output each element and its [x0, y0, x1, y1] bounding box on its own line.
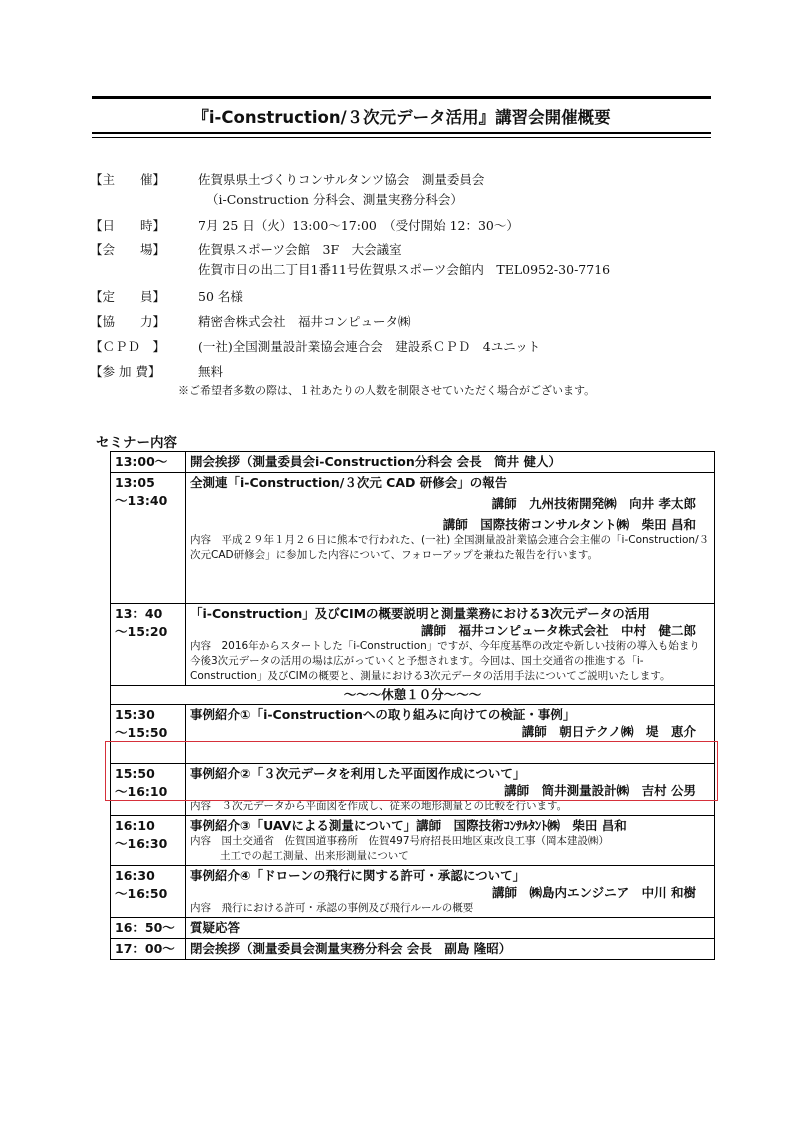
- session-lecturer: 講師 九州技術開発㈱ 向井 孝太郎: [491, 496, 696, 511]
- cpd-row: [90, 337, 710, 357]
- session-title: 開会挨拶（測量委員会i-Construction分科会 会長 筒井 健人）: [190, 454, 561, 469]
- organizer-row: [90, 170, 710, 190]
- session-lecturer: 講師 福井コンピュータ株式会社 中村 健二郎: [420, 623, 696, 638]
- session-time: 15:30 ～15:50: [111, 705, 186, 764]
- venue-address-row: [90, 260, 710, 280]
- session-title: 閉会挨拶（測量委員会測量実務分科会 会長 副島 隆昭）: [190, 941, 512, 956]
- table-row: [111, 939, 715, 960]
- highlight-box: [105, 741, 718, 801]
- break-row: ～～～休憩１０分～～～: [111, 686, 715, 705]
- note-text: ※ご希望者多数の際は、１社あたりの人数を制限させていただく場合がございます。: [178, 384, 596, 397]
- date-label: 【日 時】: [90, 218, 166, 233]
- session-time: 13:05 ～13:40: [111, 473, 186, 604]
- session-lecturer: 講師 ㈱島内エンジニア 中川 和樹: [491, 885, 696, 900]
- organizer-value: 佐賀県県土づくりコンサルタンツ協会 測量委員会: [198, 172, 485, 187]
- session-time: 16：50～: [111, 918, 186, 939]
- session-description: 内容 2016年からスタートした「i-Construction」ですが、今年度基準の改定や新しい技術の導入も始まり今後3次元データの活用の場は広がっていくと予想されます。今回は、国土交通省の推進する「i-Construction」及びCIMの概要と、測量における3次元データの活用手法についてご説明いたします。: [190, 640, 700, 682]
- venue-label: 【会 場】: [90, 242, 166, 257]
- title-underline-thin: [92, 137, 711, 138]
- session-time: 16:10 ～16:30: [111, 816, 186, 866]
- cooperation-row: [90, 312, 710, 332]
- session-title: 事例紹介③「UAVによる測量について」講師 国際技術ｺﾝｻﾙﾀﾝﾄ㈱ 柴田 昌和: [190, 818, 627, 833]
- table-row: [111, 452, 715, 473]
- session-time: 17：00～: [111, 939, 186, 960]
- capacity-value: 50 名様: [198, 289, 243, 304]
- session-title: 事例紹介②「３次元データを利用した平面図作成について」: [190, 766, 526, 781]
- session-description-cont: 土工での起工測量、出来形測量について: [220, 850, 409, 862]
- cpd-label: 【ＣＰＤ 】: [90, 339, 166, 354]
- session-description: 内容 飛行における許可・承認の事例及び飛行ルールの概要: [190, 902, 474, 914]
- page-title: 『i-Construction/３次元データ活用』講習会開催概要: [192, 108, 611, 127]
- session-time: 16:30 ～16:50: [111, 866, 186, 918]
- seminar-schedule-table: [110, 451, 715, 960]
- event-info: [90, 170, 710, 398]
- session-time: 15:50 ～16:10: [111, 764, 186, 816]
- table-row: [111, 473, 715, 604]
- session-lecturer: 講師 筒井測量設計㈱ 吉村 公男: [504, 783, 696, 798]
- organizer-sub-row: [90, 190, 710, 210]
- table-row: [111, 866, 715, 918]
- table-row: [111, 604, 715, 686]
- session-title: 事例紹介④「ドローンの飛行に関する許可・承認について」: [190, 868, 526, 883]
- top-rule: [92, 96, 711, 99]
- session-title: 質疑応答: [190, 920, 241, 935]
- date-value: 7月 25 日（火）13:00～17:00 （受付開始 12：30～）: [198, 218, 519, 233]
- cooperation-value: 精密舎株式会社 福井コンピュータ㈱: [198, 314, 411, 329]
- seminar-section-title: セミナー内容: [96, 435, 177, 451]
- title-underline: [92, 132, 711, 134]
- venue-value: 佐賀県スポーツ会館 3F 大会議室: [198, 242, 402, 257]
- session-description: 内容 平成２９年１月２６日に熊本で行われた、(一社) 全国測量設計業協会連合会主催の「i-Construction/３次元CAD研修会」に参加した内容について、フォローアップを兼ねた報告を行います。: [190, 534, 710, 561]
- session-title: 事例紹介①「i-Constructionへの取り組みに向けての検証・事例」: [190, 707, 576, 722]
- session-time: 13：40 ～15:20: [111, 604, 186, 686]
- organizer-sub-value: （i-Construction 分科会、測量実務分科会）: [206, 192, 463, 207]
- session-title: 「i-Construction」及びCIMの概要説明と測量業務における3次元データの活用: [190, 606, 650, 621]
- cooperation-label: 【協 力】: [90, 314, 166, 329]
- table-row: [111, 686, 715, 705]
- capacity-row: [90, 287, 710, 307]
- venue-row: [90, 240, 710, 260]
- session-description: 内容 ３次元データから平面図を作成し、従来の地形測量との比較を行います。: [190, 800, 568, 812]
- table-row: [111, 816, 715, 866]
- venue-address-value: 佐賀市日の出二丁目1番11号佐賀県スポーツ会館内 TEL0952-30-7716: [198, 262, 611, 277]
- fee-label: 【参 加 費】: [90, 364, 161, 379]
- session-title: 全測連「i-Construction/３次元 CAD 研修会」の報告: [190, 475, 508, 490]
- session-description: 内容 国土交通省 佐賀国道事務所 佐賀497号府招長田地区東改良工事（岡本建設㈱）: [190, 835, 610, 847]
- session-lecturer: 講師 朝日テクノ㈱ 堤 恵介: [521, 724, 696, 739]
- date-row: [90, 216, 710, 236]
- session-time: 13:00～: [111, 452, 186, 473]
- fee-value: 無料: [198, 364, 224, 379]
- capacity-label: 【定 員】: [90, 289, 166, 304]
- table-row: [111, 918, 715, 939]
- organizer-label: 【主 催】: [90, 172, 166, 187]
- fee-row: [90, 362, 710, 382]
- cpd-value: (一社)全国測量設計業協会連合会 建設系ＣＰＤ 4ユニット: [198, 339, 541, 354]
- session-lecturer: 講師 国際技術コンサルタント㈱ 柴田 昌和: [442, 517, 696, 532]
